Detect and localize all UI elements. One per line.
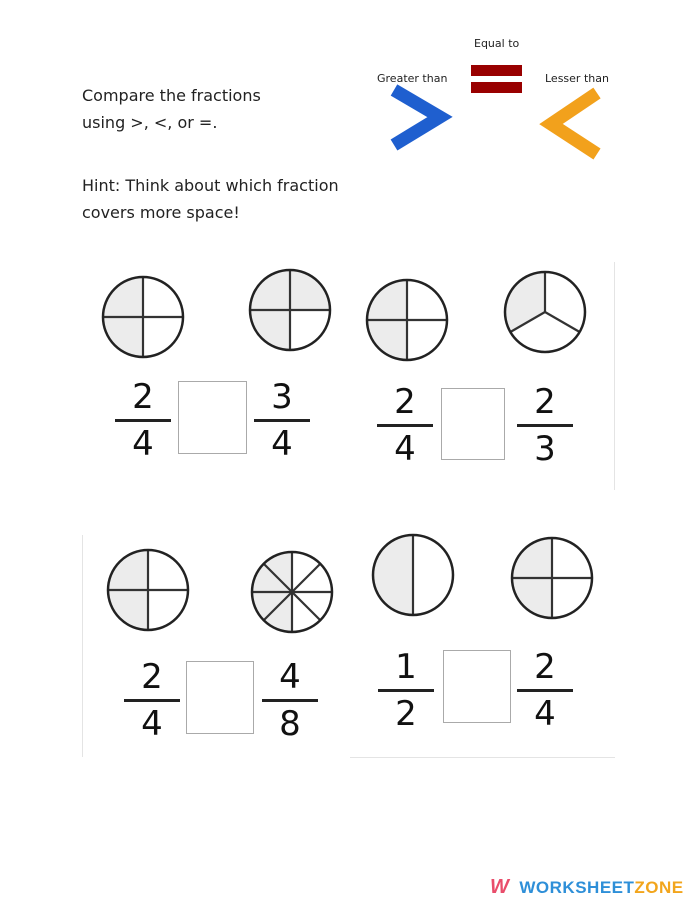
- answer-box[interactable]: [443, 650, 511, 723]
- fraction: [115, 378, 171, 463]
- fraction: [377, 383, 433, 468]
- worksheetzone-logo: [490, 876, 684, 899]
- fraction-bar: [124, 699, 180, 702]
- shaded-sector: [373, 535, 413, 615]
- numerator: 4: [279, 657, 301, 697]
- denominator: 2: [395, 694, 417, 734]
- fraction-circle: [510, 536, 594, 620]
- hint-line-1: Hint: Think about which fraction: [82, 176, 339, 195]
- numerator: 2: [394, 382, 416, 422]
- fraction-bar: [517, 689, 573, 692]
- empty-sector: [413, 535, 453, 615]
- denominator: 4: [271, 424, 293, 464]
- instructions: [82, 82, 261, 136]
- fraction: [517, 648, 573, 733]
- greater-than-icon: [394, 90, 440, 145]
- fraction: [124, 658, 180, 743]
- fraction-circle: [101, 275, 185, 359]
- denominator: 3: [534, 429, 556, 469]
- fraction-circle: [248, 268, 332, 352]
- fraction: [517, 383, 573, 468]
- answer-box[interactable]: [178, 381, 247, 454]
- numerator: 2: [534, 647, 556, 687]
- lesser-label: Lesser than: [545, 72, 609, 85]
- fraction-bar: [517, 424, 573, 427]
- instruction-line-2: using >, <, or =.: [82, 113, 218, 132]
- denominator: 4: [534, 694, 556, 734]
- denominator: 8: [279, 704, 301, 744]
- fraction-circle: [250, 550, 334, 634]
- brand-name: WORKSHEET: [519, 877, 635, 897]
- fraction-bar: [262, 699, 318, 702]
- hint-line-2: covers more space!: [82, 203, 240, 222]
- fraction-circle: [503, 270, 587, 354]
- equal-label: Equal to: [474, 37, 520, 50]
- answer-box[interactable]: [441, 388, 505, 460]
- fraction-bar: [115, 419, 171, 422]
- answer-box[interactable]: [186, 661, 254, 734]
- numerator: 3: [271, 377, 293, 417]
- instruction-line-1: Compare the fractions: [82, 86, 261, 105]
- fraction: [378, 648, 434, 733]
- equal-icon: [471, 65, 522, 76]
- denominator: 4: [132, 424, 154, 464]
- numerator: 1: [395, 647, 417, 687]
- fraction: [262, 658, 318, 743]
- fraction-circle: [371, 533, 455, 617]
- denominator: 4: [141, 704, 163, 744]
- lesser-than-icon: [551, 93, 597, 154]
- fraction-circle: [106, 548, 190, 632]
- symbol-legend: [370, 60, 620, 160]
- greater-label: Greater than: [377, 72, 448, 85]
- logo-icon: W: [490, 876, 510, 898]
- denominator: 4: [394, 429, 416, 469]
- fraction-circle: [365, 278, 449, 362]
- fraction-bar: [378, 689, 434, 692]
- brand-name-suffix: ZONE: [634, 877, 684, 897]
- fraction-bar: [377, 424, 433, 427]
- numerator: 2: [132, 377, 154, 417]
- hint: [82, 172, 339, 226]
- numerator: 2: [534, 382, 556, 422]
- numerator: 2: [141, 657, 163, 697]
- fraction: [254, 378, 310, 463]
- fraction-bar: [254, 419, 310, 422]
